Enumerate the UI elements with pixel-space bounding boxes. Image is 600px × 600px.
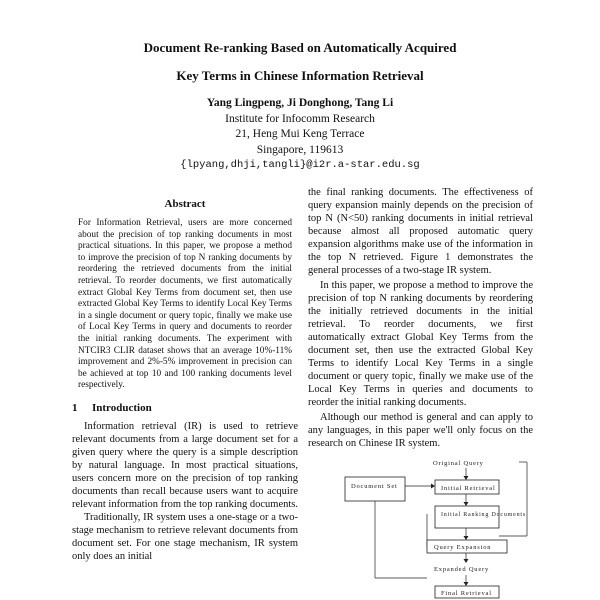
label-initial-ranking-documents: Initial Ranking Documents [441, 512, 526, 518]
label-original-query: Original Query [433, 460, 484, 467]
label-initial-retrieval: Initial Retrieval [441, 485, 496, 492]
paper-title-line-1: Document Re-ranking Based on Automatically Acquired [143, 40, 457, 55]
section-number: 1 [72, 401, 78, 414]
label-document-set: Document Set [351, 483, 398, 490]
label-final-retrieval: Final Retrieval [441, 590, 492, 597]
arrow-head [464, 536, 469, 540]
two-stage-ir-diagram [331, 458, 531, 600]
label-query-expansion: Query Expansion [434, 544, 492, 551]
address-line-1: 21, Heng Mui Keng Terrace [235, 128, 365, 140]
left-column [72, 198, 298, 563]
arrow-head [431, 484, 435, 489]
author-email: {lpyang,dhji,tangli}@i2r.a-star.edu.sg [180, 159, 420, 171]
arrow-head [464, 582, 469, 586]
arrow-head [464, 559, 469, 563]
section-title: Introduction [92, 401, 152, 414]
author-block [0, 96, 600, 174]
intro-paragraph-2: Traditionally, IR system uses a one-stage or a two-stage mechanism to retrieve relevant documents from document set. For one stage mechanism, IR system only does an initial [72, 511, 298, 562]
section-heading-introduction [72, 402, 298, 414]
abstract-heading: Abstract [164, 198, 206, 210]
address-line-2: Singapore, 119613 [256, 143, 344, 156]
author-names: Yang Lingpeng, Ji Donghong, Tang Li [206, 97, 394, 109]
paper-title-line-2: Key Terms in Chinese Information Retrieval [176, 68, 424, 83]
right-paragraph-2: In this paper, we propose a method to improve the precision of top N ranking documents by reordering the initially retrieved documents in the initial retrieval. To reorder documents, we first automatically extract Global Key Terms from the document set, then use the extracted Global Key Terms to identify Local Key Terms in a single document or query topic, finally we make use of the Local Key Terms in queries and documents to reorder the initial ranking documents. [308, 280, 533, 408]
affiliation: Institute for Infocomm Research [225, 112, 375, 125]
right-column [308, 186, 533, 452]
abstract-text: For Information Retrieval, users are more concerned about the precision of top ranking documents in most practical situations. In this paper, we propose a method to improve the precision of top N ranking documents by reordering the retrieved documents from the initial retrieval. To reorder documents, we first automatically extract Global Key Terms from document set, then use extracted Global Key Terms to identify Local Key Terms in a single document or query topic, finally we make use of Local Key Terms in query and documents to reorder the initial ranking documents. The experiment with NTCIR3 CLIR dataset shows that an average 10%-11% improvement and 2%-5% improvement in precision can be achieved at top 10 and 100 ranking documents level respectively. [78, 218, 292, 391]
arrow-head [464, 502, 469, 506]
intro-paragraph-1: Information retrieval (IR) is used to retrieve relevant documents from a large document set for a given query where the query is a simple description by natural language. In most practical situations, users concern more on the precision of top ranking documents than recall because users want to acquire relevant information from the top ranking documents. [72, 420, 298, 510]
right-paragraph-1: the final ranking documents. The effectiveness of query expansion mainly depends on the precision of top N (N<50) ranking documents in initial retrieval because almost all proposed automatic query expansion algorithms make use of the information in the top N retrieved. Figure 1 demonstrates the general processes of a two-stage IR system. [308, 187, 533, 276]
arrow-head [464, 476, 469, 480]
label-expanded-query: Expanded Query [434, 566, 490, 573]
right-paragraph-3: Although our method is general and can apply to any languages, in this paper we'll only focus on the research on Chinese IR system. [308, 412, 533, 449]
